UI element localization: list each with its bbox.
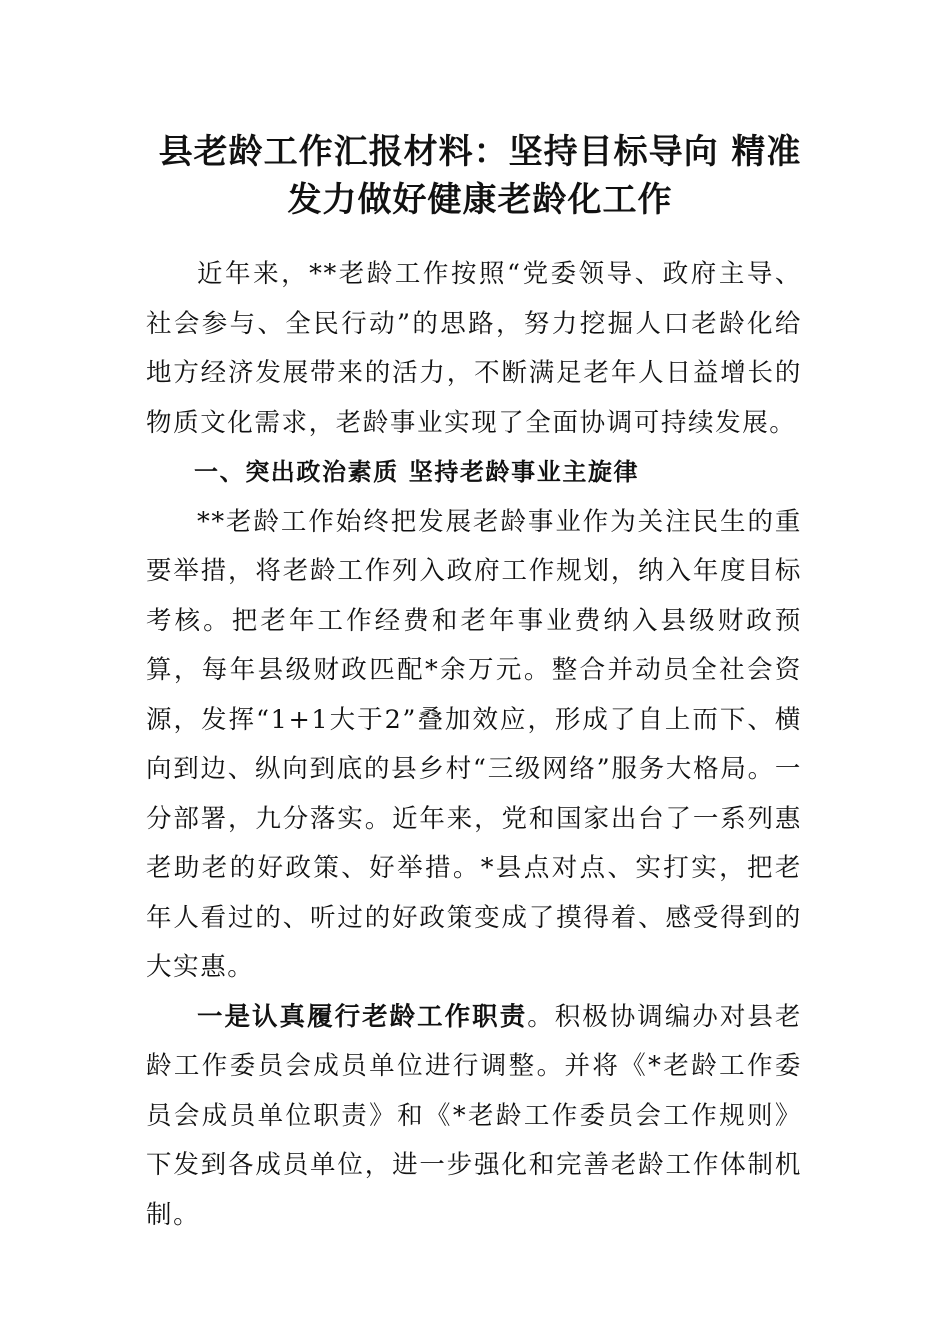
section-paragraph: **老龄工作始终把发展老龄事业作为关注民生的重要举措，将老龄工作列入政府工作规划，纳入年度目标考核。把老年工作经费和老年事业费纳入县级财政预算，每年县级财政匹配*余万元。整合并动员全社会资源，发挥“1+1大于2”叠加效应，形成了自上而下、横向到边、纵向到底的县乡村“三级网络”服务大格局。一分部署，九分落实。近年来，党和国家出台了一系列惠老助老的好政策、好举措。*县点对点、实打实，把老年人看过的、听过的好政策变成了摸得着、感受得到的大实惠。 [146,506,802,982]
intro-paragraph: 近年来，**老龄工作按照“党委领导、政府主导、社会参与、全民行动”的思路，努力挖掘人口老龄化给地方经济发展带来的活力，不断满足老年人日益增长的物质文化需求，老龄事业实现了全面协调可持续发展。 [146,259,802,438]
point-paragraph [146,993,802,1241]
document-title: 县老龄工作汇报材料：坚持目标导向 精准发力做好健康老龄化工作 [158,132,802,220]
point-lead: 一是认真履行老龄工作职责 [197,1001,528,1032]
section-heading: 一、突出政治素质 坚持老龄事业主旋律 [194,458,640,486]
document-body [146,250,802,1240]
point-text: 。积极协调编办对县老龄工作委员会成员单位进行调整。并将《*老龄工作委员会成员单位职责》和《*老龄工作委员会工作规则》下发到各成员单位，进一步强化和完善老龄工作体制机制。 [146,1001,802,1230]
